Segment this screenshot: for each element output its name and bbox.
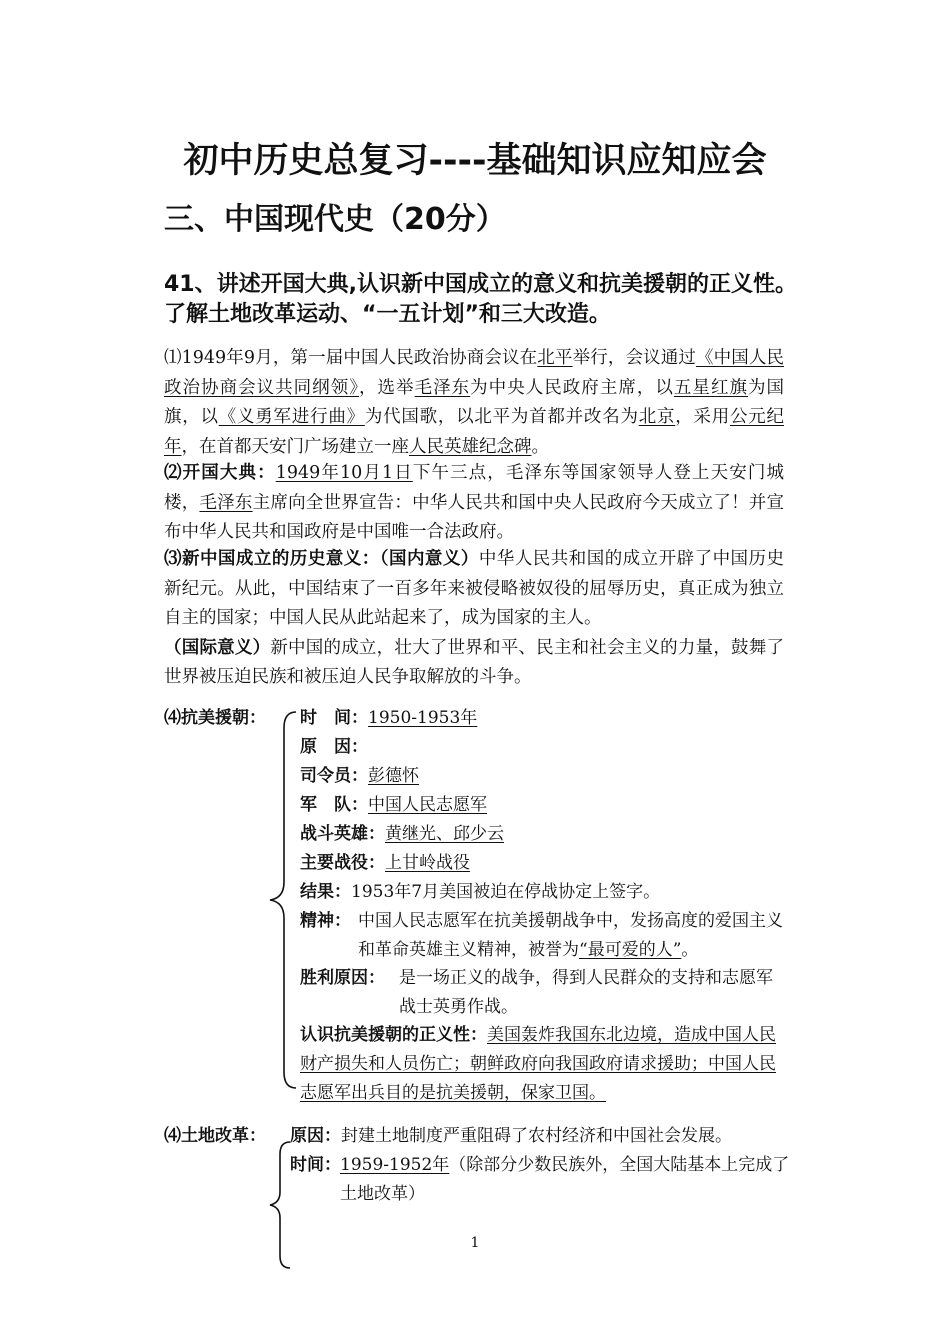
field-label: 原因：: [290, 1126, 341, 1146]
key-term: 《中国人民政治协商会议共同纲领》: [164, 348, 785, 398]
key-term: 1949年10月1日: [275, 463, 413, 483]
land-reform-label: ⑷土地改革：: [164, 1126, 266, 1146]
korea-commander: [300, 762, 419, 791]
field-value: 彭德怀: [368, 766, 419, 786]
korea-victory-value: 是一场正义的战争，得到人民群众的支持和志愿军战士英勇作战。: [399, 968, 773, 1017]
field-label: 原 因：: [300, 737, 368, 757]
korea-spirit-value: [358, 907, 798, 964]
field-note: （除部分少数民族外，全国大陆基本上完成了土地改革）: [340, 1155, 790, 1204]
field-value: 1953年7月美国被迫在停战协定上签字。: [351, 882, 661, 902]
field-value: 1950-1953年: [368, 708, 478, 728]
text: ，采用: [675, 407, 731, 427]
text: 为国旗，以: [164, 377, 785, 427]
text: 下午三点，毛泽东等国家领导人登上天安门城楼，: [164, 463, 784, 513]
korea-result: [300, 878, 660, 907]
key-term: 北京: [638, 407, 676, 427]
field-value: 上甘岭战役: [385, 853, 470, 873]
key-term: 《义勇军进行曲》: [218, 407, 365, 427]
paragraph-significance: [164, 545, 784, 693]
korea-justice: [300, 1021, 790, 1108]
field-value: 中国人民志愿军在抗美援朝战争中，发扬高度的爱国主义和革命英雄主义精神，被誉为: [358, 911, 783, 960]
field-label: 结果：: [300, 882, 351, 902]
key-term: 毛泽东: [414, 377, 471, 398]
paragraph-label: ⑵开国大典：: [164, 463, 276, 483]
text: 为代国歌，以北平为首都并改名为: [364, 407, 639, 427]
key-term: 五星红旗: [673, 377, 748, 398]
field-label: 战斗英雄：: [300, 824, 385, 844]
field-value: 。: [681, 939, 699, 960]
key-term: “最可爱的人”: [579, 939, 682, 960]
text: 。: [531, 436, 549, 457]
text: 举行，会议通过: [572, 348, 696, 368]
field-value: 1959-1952年: [340, 1155, 450, 1175]
text: ⑴1949年9月，第一届中国人民政治协商会议在: [164, 348, 538, 368]
text: 主席向全世界宣告：中华人民共和国中央人民政府今天成立了！并宣布中华人民共和国政府是中国唯一合法政府。: [164, 492, 785, 542]
text: ，在首都天安门广场建立一座: [181, 436, 409, 457]
land-cause: [290, 1122, 732, 1151]
field-value: 封建土地制度严重阻碍了农村经济和中国社会发展。: [341, 1126, 732, 1146]
paragraph-label: ⑶新中国成立的历史意义：: [164, 549, 380, 569]
paragraph-founding-ceremony: [164, 459, 784, 548]
field-label: 司令员：: [300, 766, 368, 786]
field-label: 时 间：: [300, 708, 368, 728]
text: 新中国的成立，壮大了世界和平、民主和社会主义的力量，鼓舞了世界被压迫民族和被压迫人民争取解放的斗争。: [164, 637, 785, 687]
field-value: 美国轰炸我国东北边境，造成中国人民财产损失和人员伤亡；朝鲜政府向我国政府请求援助；中国人民志愿军出兵目的是抗美援朝，保家卫国。: [300, 1025, 776, 1103]
key-term: 公元纪年: [164, 407, 785, 457]
key-term: 北平: [537, 348, 573, 368]
land-time-value: [340, 1151, 790, 1208]
text: 中华人民共和国的成立开辟了中国历史新纪元。从此，中国结束了一百多年来被侵略被奴役的屈辱历史，真正成为独立自主的国家；中国人民从此站起来了，成为国家的主人。: [164, 549, 785, 628]
korea-battle: [300, 849, 470, 878]
key-term: 人民英雄纪念碑: [409, 436, 532, 457]
korea-spirit-label: 精神：: [300, 911, 351, 931]
section-title: 三、中国现代史（20分）: [164, 202, 506, 237]
page-number: 1: [470, 1235, 480, 1251]
korea-heroes: [300, 820, 504, 849]
key-term: 毛泽东: [199, 492, 253, 513]
land-time-label: 时间：: [290, 1155, 341, 1175]
korea-army: [300, 791, 487, 820]
document-title: 初中历史总复习----基础知识应知应会: [183, 141, 767, 181]
korea-time: [300, 704, 477, 733]
text: 为中央人民政府主席，以: [470, 377, 674, 398]
field-value: 黄继光、邱少云: [385, 824, 504, 844]
korea-victory-label: 胜利原因：: [300, 968, 385, 988]
field-label: 主要战役：: [300, 853, 385, 873]
korea-cause: [300, 733, 368, 762]
topic-heading: 41、讲述开国大典,认识新中国成立的意义和抗美援朝的正义性。了解土地改革运动、“一五计划”和三大改造。: [164, 272, 797, 327]
paragraph-cppcc: [164, 344, 784, 462]
sub-label: （国内意义）: [379, 549, 479, 569]
field-label: 认识抗美援朝的正义性：: [300, 1025, 487, 1045]
curly-brace-korea: [266, 710, 302, 1090]
sub-label: （国际意义）: [164, 637, 271, 658]
field-value: 中国人民志愿军: [368, 795, 487, 815]
text: ，选举: [359, 377, 415, 398]
field-label: 军 队：: [300, 795, 368, 815]
korea-label: ⑷抗美援朝：: [164, 708, 266, 728]
